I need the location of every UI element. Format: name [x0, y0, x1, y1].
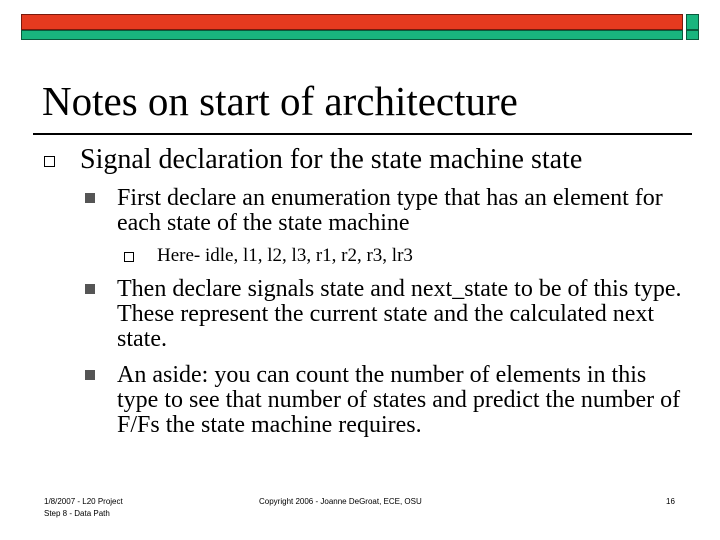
- header-corner-square-top: [686, 14, 699, 30]
- footer-date: 1/8/2007 - L20 Project: [44, 497, 123, 506]
- header-green-bar: [21, 30, 683, 40]
- header-red-bar: [21, 14, 683, 30]
- title-divider: [33, 133, 692, 135]
- slide-number: 16: [666, 497, 675, 506]
- hollow-square-bullet-icon: [124, 252, 134, 262]
- bullet-level2-text-3: An aside: you can count the number of elements in this type to see that number of states and predict the number of F/Fs the state machine requires.: [117, 362, 681, 438]
- bullet-level1-text: Signal declaration for the state machine state: [80, 144, 583, 175]
- filled-square-bullet-icon: [85, 284, 95, 294]
- footer-copyright: Copyright 2006 - Joanne DeGroat, ECE, OSU: [259, 497, 422, 506]
- slide-title: Notes on start of architecture: [42, 78, 518, 124]
- header-corner-square-bottom: [686, 30, 699, 40]
- bullet-level2-text-1: First declare an enumeration type that has an element for each state of the state machine: [117, 185, 663, 236]
- filled-square-bullet-icon: [85, 370, 95, 380]
- bullet-level3-text: Here- idle, l1, l2, l3, r1, r2, r3, lr3: [157, 245, 413, 266]
- bullet-level2-text-2: Then declare signals state and next_state to be of this type. These represent the current state and the calculated next state.: [117, 276, 682, 352]
- hollow-square-bullet-icon: [44, 156, 55, 167]
- footer-lecture: Step 8 - Data Path: [44, 509, 110, 518]
- filled-square-bullet-icon: [85, 193, 95, 203]
